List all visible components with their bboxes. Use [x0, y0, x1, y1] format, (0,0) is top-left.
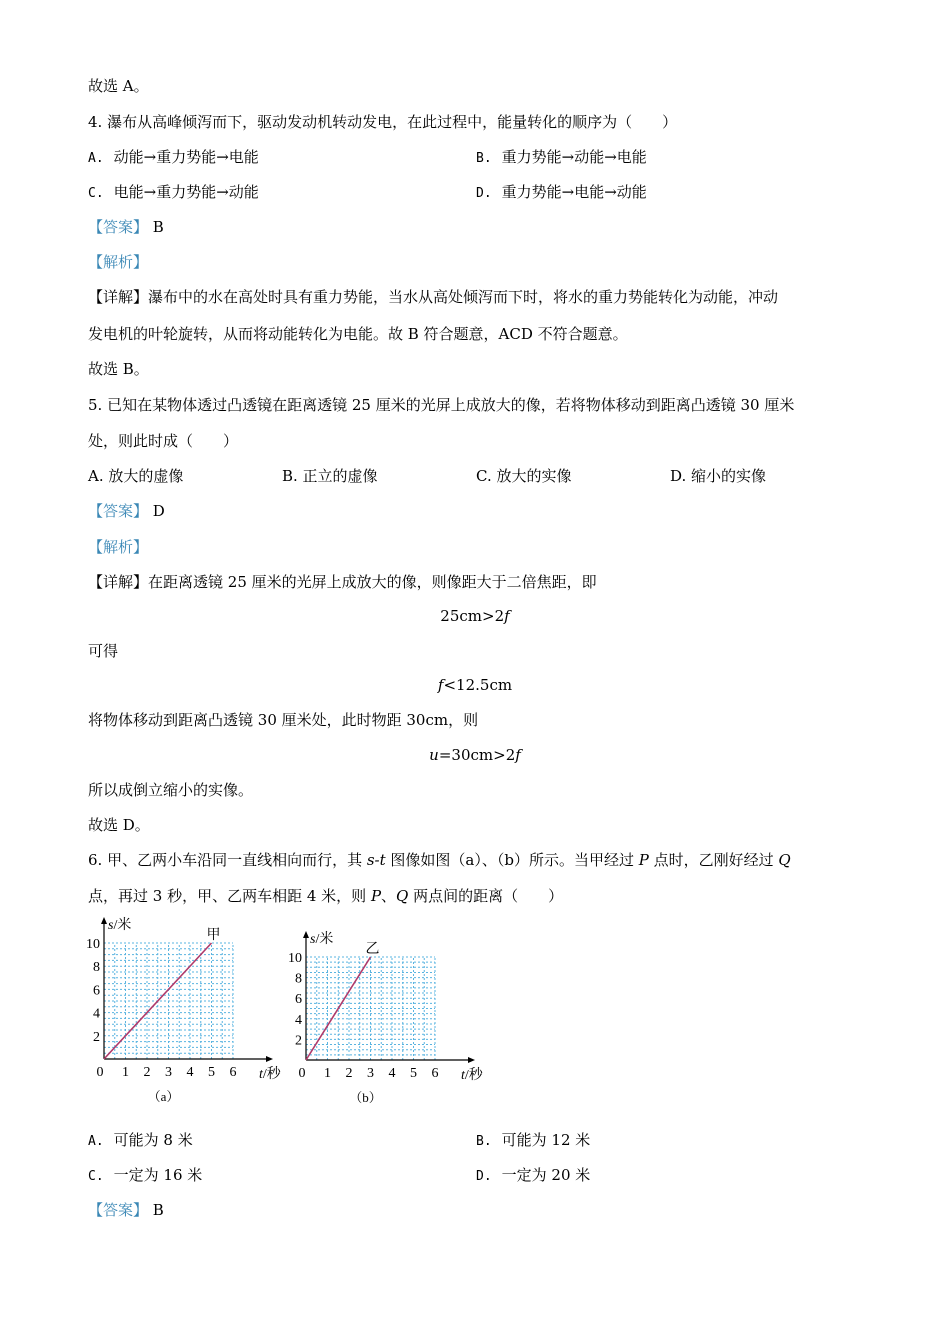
- chart-a-x-axis-label: t/秒: [259, 1067, 281, 1082]
- question-6-stem-1: [88, 850, 791, 870]
- option-text: 一定为 20 米: [501, 1166, 591, 1184]
- option-letter: B.: [476, 151, 492, 166]
- q6-option-d[interactable]: [476, 1165, 590, 1187]
- q5-kede: 可得: [88, 642, 119, 660]
- q4-detail-2: 发电机的叶轮旋转，从而将动能转化为电能。故 B 符合题意，ACD 不符合题意。: [88, 325, 628, 343]
- option-letter: B.: [476, 1134, 492, 1149]
- detail-tag: 【详解】: [88, 573, 149, 591]
- q5-option-b[interactable]: B. 正立的虚像: [282, 467, 378, 485]
- chart-a-x-tick-label: 1: [122, 1065, 129, 1080]
- question-5-stem-2: 处，则此时成（ ）: [88, 432, 239, 450]
- q5-conclusion: 故选 D。: [88, 816, 150, 834]
- chart-b-x-tick-label: 4: [388, 1066, 396, 1081]
- option-text: 可能为 8 米: [113, 1131, 193, 1149]
- chart-a-x-tick-label: 6: [229, 1065, 237, 1080]
- answer-tag: 【答案】: [88, 218, 149, 236]
- chart-a-x-tick-label: 2: [143, 1065, 151, 1080]
- detail-tag: 【详解】: [88, 288, 149, 306]
- option-letter: C.: [88, 186, 104, 201]
- stem-part: 点，再过 3 秒，甲、乙两车相距 4 米，则: [88, 887, 371, 905]
- stem-part: 、: [381, 887, 397, 905]
- q5-answer: [88, 501, 165, 521]
- option-text: 可能为 12 米: [501, 1131, 591, 1149]
- stem-part: 图像如图（a）、（b）所示。当甲经过: [385, 851, 639, 869]
- chart-b-x-tick-label: 1: [324, 1066, 331, 1081]
- chart-b-y-tick-label: 10: [288, 951, 302, 966]
- eq-var: u: [429, 746, 439, 764]
- q6-option-a[interactable]: [88, 1130, 193, 1152]
- option-letter: D.: [476, 186, 492, 201]
- chart-a-x-tick-label: 0: [96, 1065, 104, 1080]
- q5-equation-1: [0, 606, 950, 626]
- q5-detail: [88, 572, 597, 592]
- chart-a-x-tick-label: 3: [165, 1065, 172, 1080]
- chart-b-y-tick-label: 6: [295, 992, 302, 1008]
- option-text: 重力势能→电能→动能: [501, 183, 647, 201]
- chart-a-y-tick-label: 8: [93, 960, 100, 976]
- answer-tag: 【答案】: [88, 1201, 149, 1219]
- eq-text: <12.5cm: [443, 676, 513, 694]
- q6-option-b[interactable]: [476, 1130, 590, 1152]
- chart-a-y-tick-label: 4: [93, 1006, 100, 1022]
- chart-b-y-tick-label: 8: [295, 971, 302, 987]
- q5-option-a[interactable]: A. 放大的虚像: [88, 467, 184, 485]
- stem-var: s-t: [366, 851, 386, 869]
- question-6-stem-2: [88, 886, 563, 906]
- stem-var: P: [638, 851, 649, 869]
- chart-b-y-tick-label: 4: [295, 1012, 302, 1028]
- chart-b-y-arrow: [303, 931, 309, 938]
- option-letter: A.: [88, 1134, 104, 1149]
- option-text: 电能→重力势能→动能: [113, 183, 259, 201]
- eq-text: =30cm>2: [438, 746, 516, 764]
- q5-equation-2: [0, 675, 950, 695]
- option-text: 动能→重力势能→电能: [113, 148, 259, 166]
- st-graphs-figure: [80, 912, 500, 1112]
- eq-var: f: [437, 676, 444, 694]
- chart-a-x-tick-label: 5: [208, 1065, 215, 1080]
- eq-var: f: [504, 607, 510, 625]
- q4-conclusion: 故选 B。: [88, 360, 149, 378]
- chart-b-y-tick-label: 2: [295, 1033, 302, 1049]
- chart-a-y-tick-label: 2: [93, 1029, 100, 1045]
- answer-value: B: [148, 1201, 164, 1219]
- option-letter: A.: [88, 151, 104, 166]
- question-4-stem: 4. 瀑布从高峰倾泻而下，驱动发动机转动发电，在此过程中，能量转化的顺序为（ ）: [88, 113, 678, 131]
- q4-detail-1: [88, 287, 778, 307]
- stem-var: Q: [396, 887, 409, 905]
- answer-tag: 【答案】: [88, 502, 149, 520]
- eq-var-2: f: [515, 746, 521, 764]
- stem-part: 6. 甲、乙两小车沿同一直线相向而行，其: [88, 851, 367, 869]
- chart-a-y-tick-label: 6: [93, 983, 100, 999]
- detail-text: 在距离透镜 25 厘米的光屏上成放大的像，则像距大于二倍焦距，即: [148, 573, 597, 591]
- option-text: 一定为 16 米: [113, 1166, 203, 1184]
- q4-answer: [88, 217, 164, 237]
- detail-text: 瀑布中的水在高处时具有重力势能，当水从高处倾泻而下时，将水的重力势能转化为动能，冲动: [148, 288, 779, 306]
- previous-conclusion: 故选 A。: [88, 77, 149, 95]
- chart-b-x-tick-label: 2: [345, 1066, 353, 1081]
- chart-b-x-tick-label: 5: [410, 1066, 417, 1081]
- chart-a-y-axis-label: s/米: [108, 918, 132, 933]
- chart-b-series-label: 乙: [365, 942, 380, 957]
- chart-a-y-tick-label: 10: [86, 937, 100, 952]
- q5-equation-3: [0, 745, 950, 765]
- q4-option-d[interactable]: [476, 182, 647, 204]
- eq-text: 25cm>2: [440, 607, 505, 625]
- q5-option-c[interactable]: C. 放大的实像: [476, 467, 572, 485]
- q4-option-b[interactable]: [476, 147, 647, 169]
- chart-a-x-tick-label: 4: [186, 1065, 194, 1080]
- chart-b-x-tick-label: 3: [367, 1066, 374, 1081]
- chart-a-y-arrow: [101, 917, 107, 924]
- stem-var: P: [370, 887, 382, 905]
- option-text: 重力势能→动能→电能: [501, 148, 647, 166]
- option-letter: C.: [88, 1169, 104, 1184]
- answer-value: D: [148, 502, 165, 520]
- stem-part: 两点间的距离（ ）: [408, 887, 564, 905]
- chart-b-x-axis-label: t/秒: [461, 1068, 483, 1083]
- chart-b-caption: （b）: [349, 1090, 382, 1105]
- chart-a-x-arrow: [266, 1056, 273, 1062]
- chart-b-y-axis-label: s/米: [310, 932, 334, 947]
- chart-a-caption: （a）: [147, 1089, 180, 1104]
- stem-part: 点时，乙刚好经过: [648, 851, 779, 869]
- q5-conclusion-text: 所以成倒立缩小的实像。: [88, 781, 254, 799]
- q6-option-c[interactable]: [88, 1165, 202, 1187]
- chart-a-series-label: 甲: [206, 928, 221, 943]
- q5-analysis: [88, 537, 148, 557]
- q5-move: 将物体移动到距离凸透镜 30 厘米处，此时物距 30cm，则: [88, 711, 479, 729]
- chart-b-x-arrow: [468, 1057, 475, 1063]
- q5-option-d[interactable]: D. 缩小的实像: [670, 467, 767, 485]
- q4-analysis: [88, 252, 148, 272]
- analysis-tag: 【解析】: [88, 253, 149, 271]
- answer-value: B: [148, 218, 164, 236]
- chart-b-x-tick-label: 6: [431, 1066, 439, 1081]
- q4-option-c[interactable]: [88, 182, 259, 204]
- question-5-stem-1: 5. 已知在某物体透过凸透镜在距离透镜 25 厘米的光屏上成放大的像，若将物体移动到距离凸透镜 30 厘米: [88, 396, 795, 414]
- chart-b-x-tick-label: 0: [298, 1066, 306, 1081]
- analysis-tag: 【解析】: [88, 538, 149, 556]
- q6-answer: [88, 1200, 164, 1220]
- stem-var: Q: [778, 851, 791, 869]
- q4-option-a[interactable]: [88, 147, 259, 169]
- option-letter: D.: [476, 1169, 492, 1184]
